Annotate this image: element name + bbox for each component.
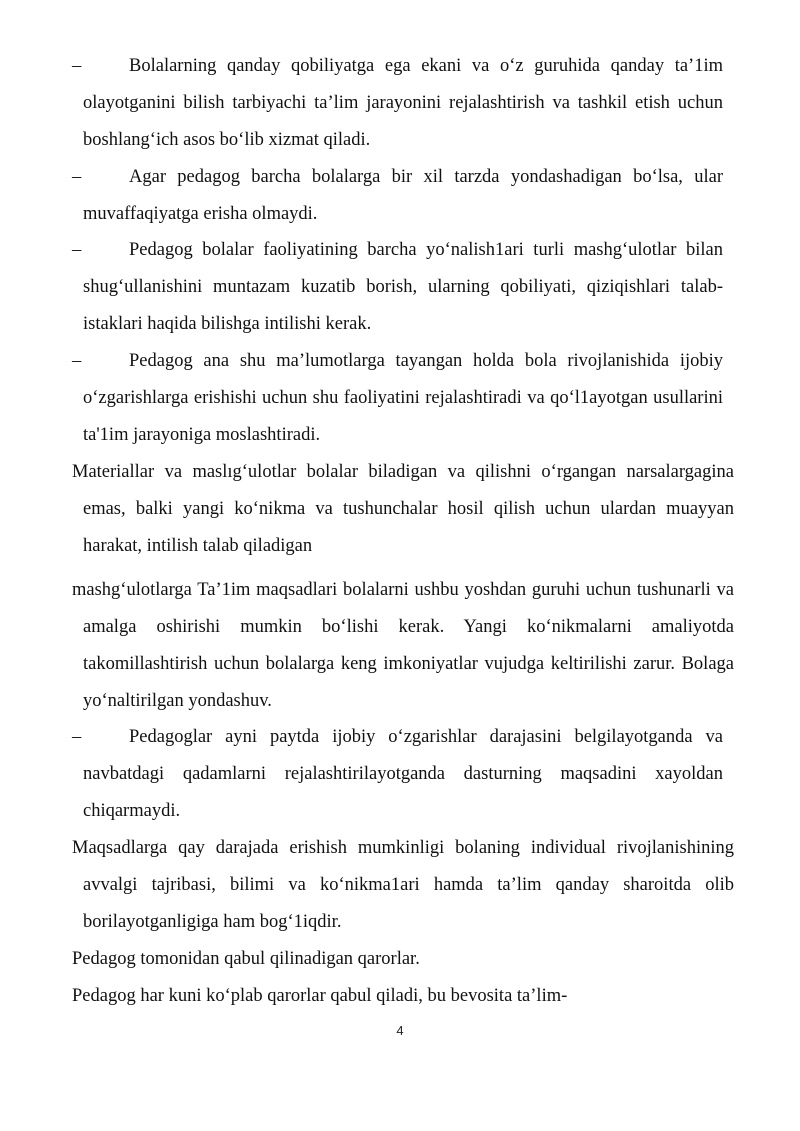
bullet-dash: – [72,240,82,260]
paragraph-text: Pedagog har kuni ko‘plab qarorlar qabul qiladi, bu bevosita ta’lim- [72,986,568,1006]
paragraph-text: Pedagoglar ayni paytda ijobiy o‘zgarishlar darajasini belgilayotganda va navbatdagi qadamlarni rejalashtirilayotganda dasturning maqsadini xayoldan chiqarmaydi. [83,727,723,821]
bullet-dash: – [72,727,82,747]
paragraph-text: Materiallar va maslıg‘ulotlar bolalar biladigan va qilishni o‘rgangan narsalargagina emas, balki yangi ko‘nikma va tushunchalar hosil qilish uchun ulardan muayyan harakat, intilish talab qiladigan [72,462,734,556]
paragraph-text: Pedagog bolalar faoliyatining barcha yo‘nalish1ari turli mashg‘ulotlar bilan shug‘ullanishini muntazam kuzatib borish, ularning qobiliyati, qiziqishlari talab-istaklari haqida bilishga intilishi kerak. [83,240,723,334]
paragraph-9 [72,941,734,978]
paragraph-6 [72,572,734,720]
paragraph-5 [72,454,734,565]
paragraph-text: Pedagog tomonidan qabul qilinadigan qarorlar. [72,949,420,969]
bullet-paragraph-7 [72,719,723,830]
paragraph-10 [72,978,734,1015]
bullet-dash: – [72,351,82,371]
bullet-dash: – [72,167,82,187]
paragraph-text: Pedagog ana shu ma’lumotlarga tayangan holda bola rivojlanishida ijobiy o‘zgarishlarga erishishi uchun shu faoliyatini rejalashtiradi va qo‘l1ayotgan usullarini ta'1im jarayoniga moslashtiradi. [83,351,723,445]
paragraph-8 [72,830,734,941]
bullet-paragraph-2 [72,159,723,233]
paragraph-text: mashg‘ulotlarga Ta’1im maqsadlari bolalarni ushbu yoshdan guruhi uchun tushunarli va amalga oshirishi mumkin bo‘lishi kerak. Yangi ko‘nikmalarni amaliyotda takomillashtirish uchun bolalarga keng imkoniyatlar vujudga keltirilishi zarur. Bolaga yo‘naltirilgan yondashuv. [72,580,734,711]
bullet-dash: – [72,56,82,76]
bullet-paragraph-3 [72,232,723,343]
bullet-paragraph-4 [72,343,723,454]
bullet-paragraph-1 [72,48,723,159]
paragraph-text: Maqsadlarga qay darajada erishish mumkinligi bolaning individual rivojlanishining avvalgi tajribasi, bilimi va ko‘nikma1ari hamda ta’lim qanday sharoitda olib borilayotganligiga ham bog‘1iqdir. [72,838,734,932]
page-number: 4 [396,1023,404,1038]
paragraph-text: Bolalarning qanday qobiliyatga ega ekani va o‘z guruhida qanday ta’1im olayotganini bilish tarbiyachi ta’lim jarayonini rejalashtirish va tashkil etish uchun boshlang‘ich asos bo‘lib xizmat qiladi. [83,56,723,150]
paragraph-text: Agar pedagog barcha bolalarga bir xil tarzda yondashadigan bo‘lsa, ular muvaffaqiyatga erisha olmaydi. [83,167,723,224]
